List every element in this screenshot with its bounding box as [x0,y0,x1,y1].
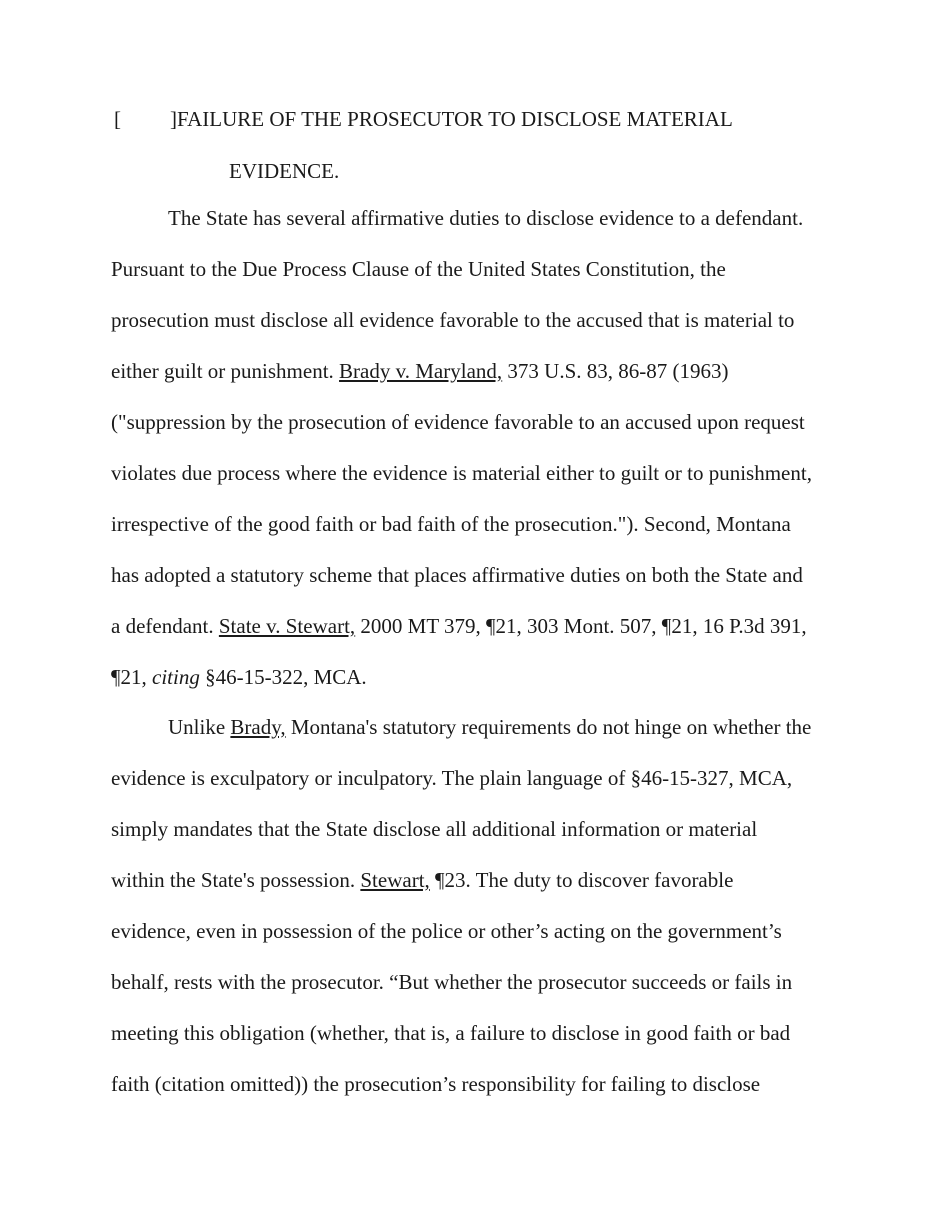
paragraph-1-line-2: Pursuant to the Due Process Clause of the United States Constitution, the [111,257,726,281]
paragraph-1-line-9 [111,614,807,639]
heading-line-1: ]FAILURE OF THE PROSECUTOR TO DISCLOSE MATERIAL [170,107,733,131]
paragraph-1-line-1: The State has several affirmative duties to disclose evidence to a defendant. [168,206,804,230]
text-span: ¶23. The duty to discover favorable [429,868,734,892]
case-citation-brady-v-maryland: Brady v. Maryland, [339,359,503,383]
paragraph-2-line-8: faith (citation omitted)) the prosecution’s responsibility for failing to disclose [111,1072,761,1096]
paragraph-1-line-5: ("suppression by the prosecution of evidence favorable to an accused upon request [111,410,805,434]
heading-line-2: EVIDENCE. [229,159,340,183]
paragraph-1-line-7: irrespective of the good faith or bad faith of the prosecution."). Second, Montana [111,512,791,536]
paragraph-2-line-5: evidence, even in possession of the police or other’s acting on the government’s [111,919,782,943]
paragraph-1-line-3: prosecution must disclose all evidence favorable to the accused that is material to [111,308,795,332]
paragraph-2-line-2: evidence is exculpatory or inculpatory. The plain language of §46-15-327, MCA, [111,766,793,790]
text-span: Unlike [168,715,231,739]
text-span: §46-15-322, MCA. [199,665,367,689]
paragraph-2-line-6: behalf, rests with the prosecutor. “But whether the prosecutor succeeds or fails in [111,970,793,994]
text-span: 2000 MT 379, ¶21, 303 Mont. 507, ¶21, 16 P.3d 391, [355,614,807,638]
case-citation-stewart: Stewart, [360,868,430,892]
paragraph-2-line-7: meeting this obligation (whether, that is, a failure to disclose in good faith or bad [111,1021,791,1045]
text-span: either guilt or punishment. [111,359,340,383]
text-span: 373 U.S. 83, 86-87 (1963) [502,359,729,383]
case-citation-brady: Brady, [230,715,286,739]
paragraph-2-line-1 [168,715,811,740]
case-citation-state-v-stewart: State v. Stewart, [218,614,356,638]
section-heading [114,105,733,133]
paragraph-2-line-4 [111,868,733,893]
paragraph-1-line-10 [111,665,367,690]
text-span: Montana's statutory requirements do not hinge on whether the [285,715,812,739]
text-span: within the State's possession. [111,868,361,892]
text-span: a defendant. [111,614,219,638]
paragraph-2-line-3: simply mandates that the State disclose all additional information or material [111,817,758,841]
heading-bracket: [ [114,107,121,131]
italic-citing: citing [152,665,200,689]
text-span: ¶21, [111,665,153,689]
paragraph-1-line-4 [111,359,728,384]
paragraph-1-line-6: violates due process where the evidence is material either to guilt or to punishment, [111,461,812,485]
paragraph-1-line-8: has adopted a statutory scheme that places affirmative duties on both the State and [111,563,803,587]
